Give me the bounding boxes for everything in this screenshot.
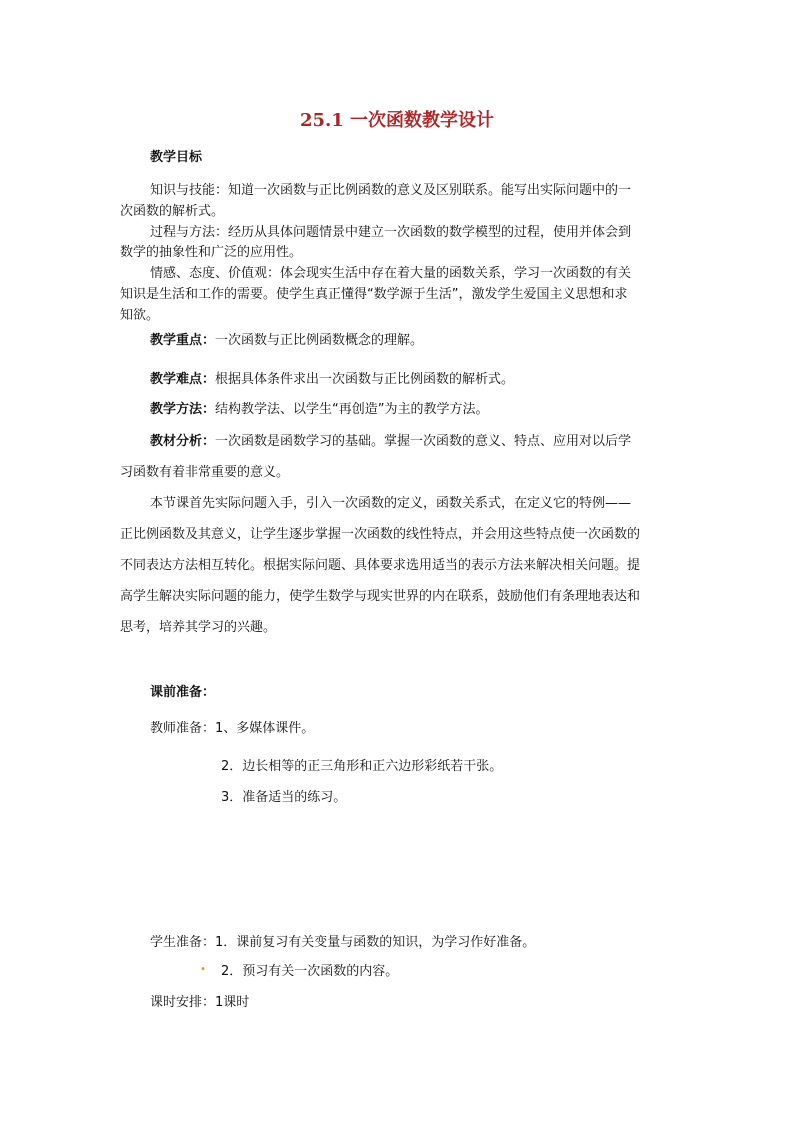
paragraph-line-3: 不同表达方法相互转化。根据实际问题、具体要求选用适当的表示方法来解决相关问题。提 (120, 558, 641, 573)
difficulty-line (150, 368, 710, 387)
difficulty-label: 教学难点： (150, 372, 216, 387)
keypoint-text: 一次函数与正比例函数概念的理解。 (215, 333, 424, 348)
objectives-heading: 教学目标 (150, 150, 203, 165)
process-line-1: 过程与方法：经历从具体问题情景中建立一次函数的数学模型的过程，使用并体会到 (150, 225, 632, 240)
method-text: 结构教学法、以学生“再创造”为主的教学方法。 (215, 402, 489, 417)
analysis-label: 教材分析： (150, 434, 216, 449)
paragraph-line-1: 本节课首先实际问题入手，引入一次函数的定义，函数关系式，在定义它的特例—— (150, 496, 632, 511)
analysis-line-1 (150, 430, 710, 449)
student-prep-2: 2．预习有关一次函数的内容。 (221, 964, 399, 979)
analysis-line-2: 习函数有着非常重要的意义。 (120, 465, 290, 480)
method-line (150, 398, 710, 417)
prep-heading: 课前准备： (150, 685, 216, 700)
paragraph-line-4: 高学生解决实际问题的能力，使学生数学与现实世界的内在联系，鼓励他们有条理地表达和 (120, 589, 641, 604)
difficulty-text: 根据具体条件求出一次函数与正比例函数的解析式。 (215, 372, 515, 387)
teacher-prep-3: 3．准备适当的练习。 (221, 790, 347, 805)
bullet-dot: • (200, 964, 206, 975)
process-line-2: 数学的抽象性和广泛的应用性。 (120, 245, 303, 260)
emotion-line-3: 知欲。 (120, 308, 160, 323)
document-title: 25.1 一次函数教学设计 (299, 110, 495, 131)
schedule-line: 课时安排：1课时 (150, 995, 250, 1010)
teacher-prep-1: 教师准备：1、多媒体课件。 (150, 721, 315, 736)
paragraph-line-5: 思考，培养其学习的兴趣。 (120, 620, 277, 635)
keypoint-line (150, 329, 710, 348)
paragraph-line-2: 正比例函数及其意义，让学生逐步掌握一次函数的线性特点，并会用这些特点使一次函数的 (120, 527, 641, 542)
knowledge-line-2: 次函数的解析式。 (120, 204, 225, 219)
emotion-line-1: 情感、态度、价值观：体会现实生活中存在着大量的函数关系，学习一次函数的有关 (150, 266, 632, 281)
knowledge-line-1: 知识与技能：知道一次函数与正比例函数的意义及区别联系。能写出实际问题中的一 (150, 183, 632, 198)
emotion-line-2: 知识是生活和工作的需要。使学生真正懂得“数学源于生活”，激发学生爱国主义思想和求 (120, 287, 628, 302)
teacher-prep-2: 2．边长相等的正三角形和正六边形彩纸若干张。 (221, 759, 503, 774)
keypoint-label: 教学重点： (150, 333, 216, 348)
student-prep-1: 学生准备：1．课前复习有关变量与函数的知识，为学习作好准备。 (150, 935, 536, 950)
method-label: 教学方法： (150, 402, 216, 417)
analysis-text: 一次函数是函数学习的基础。掌握一次函数的意义、特点、应用对以后学 (215, 434, 632, 449)
